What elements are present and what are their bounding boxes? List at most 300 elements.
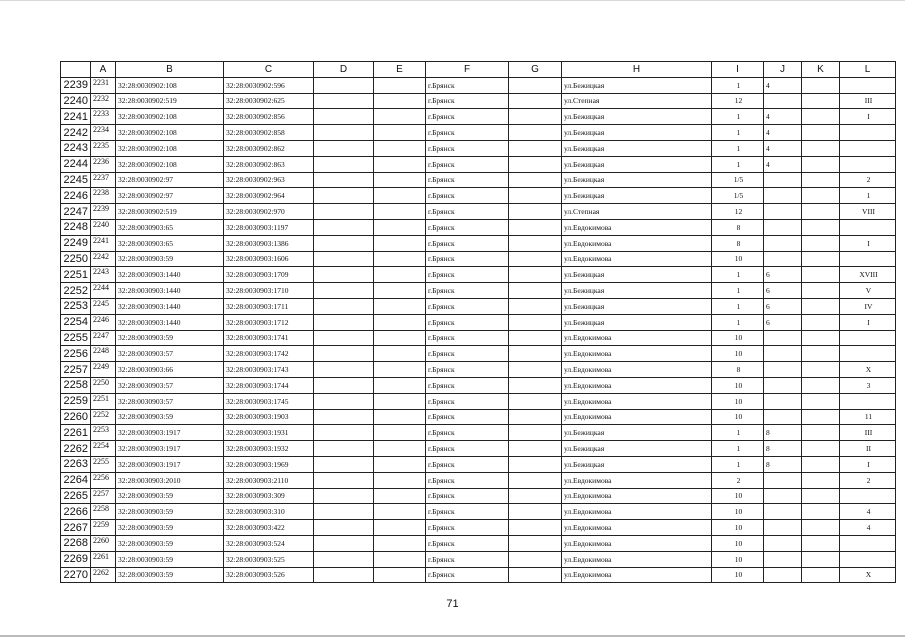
cell-e	[374, 298, 426, 314]
cell-i-house: 10	[712, 520, 764, 536]
cell-k	[802, 314, 840, 330]
cell-d	[314, 93, 374, 109]
cell-e	[374, 377, 426, 393]
cell-f-city: г.Брянск	[426, 188, 509, 204]
row-number: 2263	[61, 456, 91, 472]
cell-a-record-number: 2242	[91, 251, 116, 267]
cell-l-room	[840, 77, 896, 93]
cell-f-city: г.Брянск	[426, 267, 509, 283]
cell-e	[374, 251, 426, 267]
cell-g	[509, 535, 562, 551]
cell-f-city: г.Брянск	[426, 314, 509, 330]
cell-j-building	[764, 204, 802, 220]
cell-i-house: 10	[712, 504, 764, 520]
cell-e	[374, 125, 426, 141]
cell-f-city: г.Брянск	[426, 298, 509, 314]
cell-g	[509, 172, 562, 188]
cell-e	[374, 93, 426, 109]
cell-f-city: г.Брянск	[426, 488, 509, 504]
cell-c-cadastral-number: 32:28:0030903:1710	[224, 283, 314, 299]
row-number: 2270	[61, 567, 91, 583]
table-row	[61, 77, 896, 93]
cell-i-house: 12	[712, 93, 764, 109]
cell-l-room: 4	[840, 520, 896, 536]
cell-a-record-number: 2261	[91, 551, 116, 567]
cell-k	[802, 441, 840, 457]
cell-h-street: ул.Евдокимова	[562, 472, 712, 488]
cell-e	[374, 472, 426, 488]
column-header-k: K	[802, 62, 840, 78]
cell-j-building	[764, 251, 802, 267]
cell-f-city: г.Брянск	[426, 204, 509, 220]
cell-j-building	[764, 504, 802, 520]
cell-g	[509, 409, 562, 425]
cell-a-record-number: 2249	[91, 362, 116, 378]
cell-a-record-number: 2259	[91, 520, 116, 536]
cell-k	[802, 504, 840, 520]
cell-a-record-number: 2235	[91, 140, 116, 156]
row-number: 2255	[61, 330, 91, 346]
cell-e	[374, 441, 426, 457]
row-number: 2249	[61, 235, 91, 251]
cell-k	[802, 235, 840, 251]
cell-b-parent-cadastral-number: 32:28:0030903:1440	[116, 298, 224, 314]
cell-h-street: ул.Бежицкая	[562, 125, 712, 141]
cell-j-building	[764, 93, 802, 109]
cell-d	[314, 156, 374, 172]
cell-a-record-number: 2240	[91, 219, 116, 235]
cell-b-parent-cadastral-number: 32:28:0030903:57	[116, 393, 224, 409]
row-number: 2261	[61, 425, 91, 441]
cell-j-building	[764, 520, 802, 536]
cell-l-room: VIII	[840, 204, 896, 220]
cell-f-city: г.Брянск	[426, 156, 509, 172]
cell-e	[374, 520, 426, 536]
cell-h-street: ул.Бежицкая	[562, 77, 712, 93]
cell-l-room: IV	[840, 298, 896, 314]
cell-g	[509, 188, 562, 204]
cell-d	[314, 567, 374, 583]
table-row	[61, 520, 896, 536]
cell-i-house: 1	[712, 441, 764, 457]
cell-l-room: X	[840, 362, 896, 378]
row-number: 2264	[61, 472, 91, 488]
cell-c-cadastral-number: 32:28:0030903:1742	[224, 346, 314, 362]
table-row	[61, 504, 896, 520]
cell-f-city: г.Брянск	[426, 567, 509, 583]
cell-h-street: ул.Евдокимова	[562, 346, 712, 362]
cell-l-room: I	[840, 235, 896, 251]
cell-d	[314, 346, 374, 362]
cell-a-record-number: 2231	[91, 77, 116, 93]
table-row	[61, 172, 896, 188]
cell-a-record-number: 2234	[91, 125, 116, 141]
cell-e	[374, 488, 426, 504]
cell-f-city: г.Брянск	[426, 456, 509, 472]
cell-h-street: ул.Бежицкая	[562, 109, 712, 125]
cell-d	[314, 219, 374, 235]
row-number: 2244	[61, 156, 91, 172]
row-number: 2250	[61, 251, 91, 267]
cell-k	[802, 298, 840, 314]
cell-h-street: ул.Евдокимова	[562, 520, 712, 536]
cell-d	[314, 377, 374, 393]
cell-h-street: ул.Бежицкая	[562, 298, 712, 314]
cell-l-room	[840, 488, 896, 504]
cell-g	[509, 425, 562, 441]
cell-c-cadastral-number: 32:28:0030902:970	[224, 204, 314, 220]
cell-i-house: 1/5	[712, 188, 764, 204]
cell-d	[314, 204, 374, 220]
row-number: 2245	[61, 172, 91, 188]
cell-f-city: г.Брянск	[426, 393, 509, 409]
cell-b-parent-cadastral-number: 32:28:0030903:1440	[116, 283, 224, 299]
cell-a-record-number: 2246	[91, 314, 116, 330]
cell-a-record-number: 2232	[91, 93, 116, 109]
cell-c-cadastral-number: 32:28:0030903:1712	[224, 314, 314, 330]
cell-j-building: 6	[764, 283, 802, 299]
cell-a-record-number: 2262	[91, 567, 116, 583]
cell-g	[509, 362, 562, 378]
cell-d	[314, 488, 374, 504]
cell-f-city: г.Брянск	[426, 77, 509, 93]
cell-d	[314, 314, 374, 330]
row-number: 2253	[61, 298, 91, 314]
cell-k	[802, 551, 840, 567]
cell-g	[509, 472, 562, 488]
cell-k	[802, 409, 840, 425]
table-row	[61, 425, 896, 441]
cell-a-record-number: 2253	[91, 425, 116, 441]
cell-b-parent-cadastral-number: 32:28:0030903:2010	[116, 472, 224, 488]
cell-l-room	[840, 140, 896, 156]
cell-a-record-number: 2252	[91, 409, 116, 425]
cell-l-room	[840, 393, 896, 409]
cell-k	[802, 283, 840, 299]
cell-h-street: ул.Евдокимова	[562, 251, 712, 267]
cell-k	[802, 330, 840, 346]
column-header-l: L	[840, 62, 896, 78]
cell-e	[374, 346, 426, 362]
cell-j-building	[764, 330, 802, 346]
column-header-row	[61, 62, 896, 78]
cell-j-building: 4	[764, 109, 802, 125]
cell-a-record-number: 2237	[91, 172, 116, 188]
cell-i-house: 10	[712, 251, 764, 267]
cell-c-cadastral-number: 32:28:0030902:964	[224, 188, 314, 204]
cell-e	[374, 188, 426, 204]
cell-e	[374, 409, 426, 425]
cell-k	[802, 93, 840, 109]
row-number: 2240	[61, 93, 91, 109]
row-number: 2256	[61, 346, 91, 362]
table-row	[61, 298, 896, 314]
table-row	[61, 235, 896, 251]
row-number: 2260	[61, 409, 91, 425]
cell-g	[509, 235, 562, 251]
column-header-d: D	[314, 62, 374, 78]
table-row	[61, 109, 896, 125]
cell-f-city: г.Брянск	[426, 251, 509, 267]
cell-h-street: ул.Бежицкая	[562, 425, 712, 441]
cell-h-street: ул.Евдокимова	[562, 488, 712, 504]
cell-h-street: ул.Евдокимова	[562, 377, 712, 393]
table-row	[61, 409, 896, 425]
cell-g	[509, 393, 562, 409]
cell-f-city: г.Брянск	[426, 109, 509, 125]
cell-l-room	[840, 330, 896, 346]
column-header-j: J	[764, 62, 802, 78]
row-number: 2239	[61, 77, 91, 93]
cell-f-city: г.Брянск	[426, 551, 509, 567]
cell-b-parent-cadastral-number: 32:28:0030903:65	[116, 219, 224, 235]
cell-i-house: 10	[712, 377, 764, 393]
cell-c-cadastral-number: 32:28:0030903:1743	[224, 362, 314, 378]
cell-l-room: II	[840, 441, 896, 457]
cell-g	[509, 441, 562, 457]
cell-f-city: г.Брянск	[426, 172, 509, 188]
cell-c-cadastral-number: 32:28:0030903:524	[224, 535, 314, 551]
table-row	[61, 362, 896, 378]
cell-e	[374, 393, 426, 409]
table-row	[61, 551, 896, 567]
cell-i-house: 10	[712, 567, 764, 583]
cell-i-house: 10	[712, 551, 764, 567]
cell-c-cadastral-number: 32:28:0030902:963	[224, 172, 314, 188]
cell-l-room: 1	[840, 188, 896, 204]
cell-j-building	[764, 377, 802, 393]
cell-e	[374, 314, 426, 330]
cell-f-city: г.Брянск	[426, 362, 509, 378]
cell-e	[374, 267, 426, 283]
table-row	[61, 330, 896, 346]
cell-l-room: XVIII	[840, 267, 896, 283]
row-number: 2257	[61, 362, 91, 378]
row-number: 2258	[61, 377, 91, 393]
row-number: 2268	[61, 535, 91, 551]
row-number: 2243	[61, 140, 91, 156]
column-header-g: G	[509, 62, 562, 78]
cell-g	[509, 330, 562, 346]
cell-a-record-number: 2251	[91, 393, 116, 409]
row-number: 2248	[61, 219, 91, 235]
table-row	[61, 125, 896, 141]
cell-b-parent-cadastral-number: 32:28:0030903:59	[116, 409, 224, 425]
cell-g	[509, 520, 562, 536]
cell-k	[802, 472, 840, 488]
cell-g	[509, 377, 562, 393]
row-number: 2269	[61, 551, 91, 567]
cell-k	[802, 156, 840, 172]
cell-g	[509, 251, 562, 267]
cell-l-room: I	[840, 456, 896, 472]
cell-g	[509, 125, 562, 141]
cell-l-room: 3	[840, 377, 896, 393]
cell-k	[802, 377, 840, 393]
cell-d	[314, 393, 374, 409]
cell-c-cadastral-number: 32:28:0030902:863	[224, 156, 314, 172]
cell-d	[314, 520, 374, 536]
table-row	[61, 93, 896, 109]
cell-j-building: 4	[764, 125, 802, 141]
cell-i-house: 1	[712, 314, 764, 330]
cell-k	[802, 188, 840, 204]
corner-cell	[61, 62, 91, 78]
cell-e	[374, 172, 426, 188]
cell-h-street: ул.Бежицкая	[562, 441, 712, 457]
scan-edge-bottom	[0, 635, 905, 637]
cell-l-room	[840, 156, 896, 172]
cell-l-room: 2	[840, 472, 896, 488]
cell-g	[509, 77, 562, 93]
cell-c-cadastral-number: 32:28:0030903:525	[224, 551, 314, 567]
cell-h-street: ул.Евдокимова	[562, 393, 712, 409]
row-number: 2252	[61, 283, 91, 299]
cell-k	[802, 456, 840, 472]
cell-k	[802, 125, 840, 141]
cell-d	[314, 409, 374, 425]
cell-i-house: 1	[712, 456, 764, 472]
cell-i-house: 12	[712, 204, 764, 220]
cell-i-house: 10	[712, 346, 764, 362]
cell-l-room: 2	[840, 172, 896, 188]
row-number: 2246	[61, 188, 91, 204]
column-header-b: B	[116, 62, 224, 78]
table-row	[61, 314, 896, 330]
cell-e	[374, 109, 426, 125]
table-row	[61, 267, 896, 283]
cell-c-cadastral-number: 32:28:0030902:858	[224, 125, 314, 141]
cell-k	[802, 488, 840, 504]
cell-c-cadastral-number: 32:28:0030903:1931	[224, 425, 314, 441]
cell-b-parent-cadastral-number: 32:28:0030903:59	[116, 504, 224, 520]
cell-e	[374, 235, 426, 251]
cell-c-cadastral-number: 32:28:0030903:1741	[224, 330, 314, 346]
cell-d	[314, 425, 374, 441]
cell-j-building	[764, 235, 802, 251]
cell-d	[314, 251, 374, 267]
cell-e	[374, 551, 426, 567]
cell-l-room: III	[840, 425, 896, 441]
cell-f-city: г.Брянск	[426, 219, 509, 235]
cell-c-cadastral-number: 32:28:0030902:862	[224, 140, 314, 156]
column-header-e: E	[374, 62, 426, 78]
cell-l-room: I	[840, 314, 896, 330]
cell-f-city: г.Брянск	[426, 441, 509, 457]
cell-b-parent-cadastral-number: 32:28:0030902:519	[116, 204, 224, 220]
cell-a-record-number: 2247	[91, 330, 116, 346]
cell-k	[802, 362, 840, 378]
cell-l-room	[840, 346, 896, 362]
cell-b-parent-cadastral-number: 32:28:0030903:1917	[116, 441, 224, 457]
cell-b-parent-cadastral-number: 32:28:0030903:1917	[116, 456, 224, 472]
cell-f-city: г.Брянск	[426, 125, 509, 141]
cell-i-house: 1	[712, 156, 764, 172]
cell-c-cadastral-number: 32:28:0030903:1711	[224, 298, 314, 314]
table-row	[61, 251, 896, 267]
cell-h-street: ул.Бежицкая	[562, 172, 712, 188]
column-header-a: A	[91, 62, 116, 78]
cell-d	[314, 188, 374, 204]
cell-l-room: V	[840, 283, 896, 299]
cell-i-house: 1	[712, 125, 764, 141]
cell-d	[314, 456, 374, 472]
column-header-f: F	[426, 62, 509, 78]
cell-c-cadastral-number: 32:28:0030902:625	[224, 93, 314, 109]
cell-e	[374, 156, 426, 172]
cell-g	[509, 488, 562, 504]
cell-j-building: 8	[764, 456, 802, 472]
cell-e	[374, 330, 426, 346]
cell-g	[509, 567, 562, 583]
cell-a-record-number: 2250	[91, 377, 116, 393]
cell-h-street: ул.Евдокимова	[562, 235, 712, 251]
cell-e	[374, 425, 426, 441]
cell-i-house: 2	[712, 472, 764, 488]
cell-c-cadastral-number: 32:28:0030903:1197	[224, 219, 314, 235]
cell-b-parent-cadastral-number: 32:28:0030903:59	[116, 520, 224, 536]
cell-h-street: ул.Бежицкая	[562, 188, 712, 204]
cell-i-house: 1	[712, 425, 764, 441]
cell-e	[374, 362, 426, 378]
cell-f-city: г.Брянск	[426, 472, 509, 488]
cell-i-house: 8	[712, 362, 764, 378]
row-number: 2266	[61, 504, 91, 520]
cell-e	[374, 283, 426, 299]
cell-l-room: X	[840, 567, 896, 583]
cell-j-building	[764, 535, 802, 551]
spreadsheet-table	[60, 61, 896, 583]
row-number: 2265	[61, 488, 91, 504]
cell-d	[314, 472, 374, 488]
cell-h-street: ул.Евдокимова	[562, 551, 712, 567]
table-row	[61, 488, 896, 504]
cell-d	[314, 125, 374, 141]
row-number: 2259	[61, 393, 91, 409]
cell-j-building	[764, 409, 802, 425]
cell-h-street: ул.Евдокимова	[562, 409, 712, 425]
cell-c-cadastral-number: 32:28:0030903:1709	[224, 267, 314, 283]
cell-j-building: 6	[764, 267, 802, 283]
cell-k	[802, 77, 840, 93]
cell-h-street: ул.Бежицкая	[562, 314, 712, 330]
cell-d	[314, 109, 374, 125]
cell-e	[374, 219, 426, 235]
cell-b-parent-cadastral-number: 32:28:0030902:108	[116, 156, 224, 172]
cell-i-house: 1	[712, 298, 764, 314]
cell-c-cadastral-number: 32:28:0030903:526	[224, 567, 314, 583]
cell-h-street: ул.Евдокимова	[562, 219, 712, 235]
cell-a-record-number: 2245	[91, 298, 116, 314]
cell-a-record-number: 2244	[91, 283, 116, 299]
cell-k	[802, 251, 840, 267]
cell-d	[314, 283, 374, 299]
cell-i-house: 10	[712, 409, 764, 425]
cell-i-house: 10	[712, 393, 764, 409]
cell-i-house: 8	[712, 235, 764, 251]
cell-g	[509, 109, 562, 125]
cell-j-building	[764, 472, 802, 488]
cell-b-parent-cadastral-number: 32:28:0030902:108	[116, 125, 224, 141]
cell-j-building	[764, 346, 802, 362]
cell-a-record-number: 2243	[91, 267, 116, 283]
table-row	[61, 393, 896, 409]
cell-b-parent-cadastral-number: 32:28:0030902:97	[116, 188, 224, 204]
cell-f-city: г.Брянск	[426, 235, 509, 251]
cell-h-street: ул.Бежицкая	[562, 156, 712, 172]
cell-j-building: 4	[764, 77, 802, 93]
cell-i-house: 1	[712, 109, 764, 125]
